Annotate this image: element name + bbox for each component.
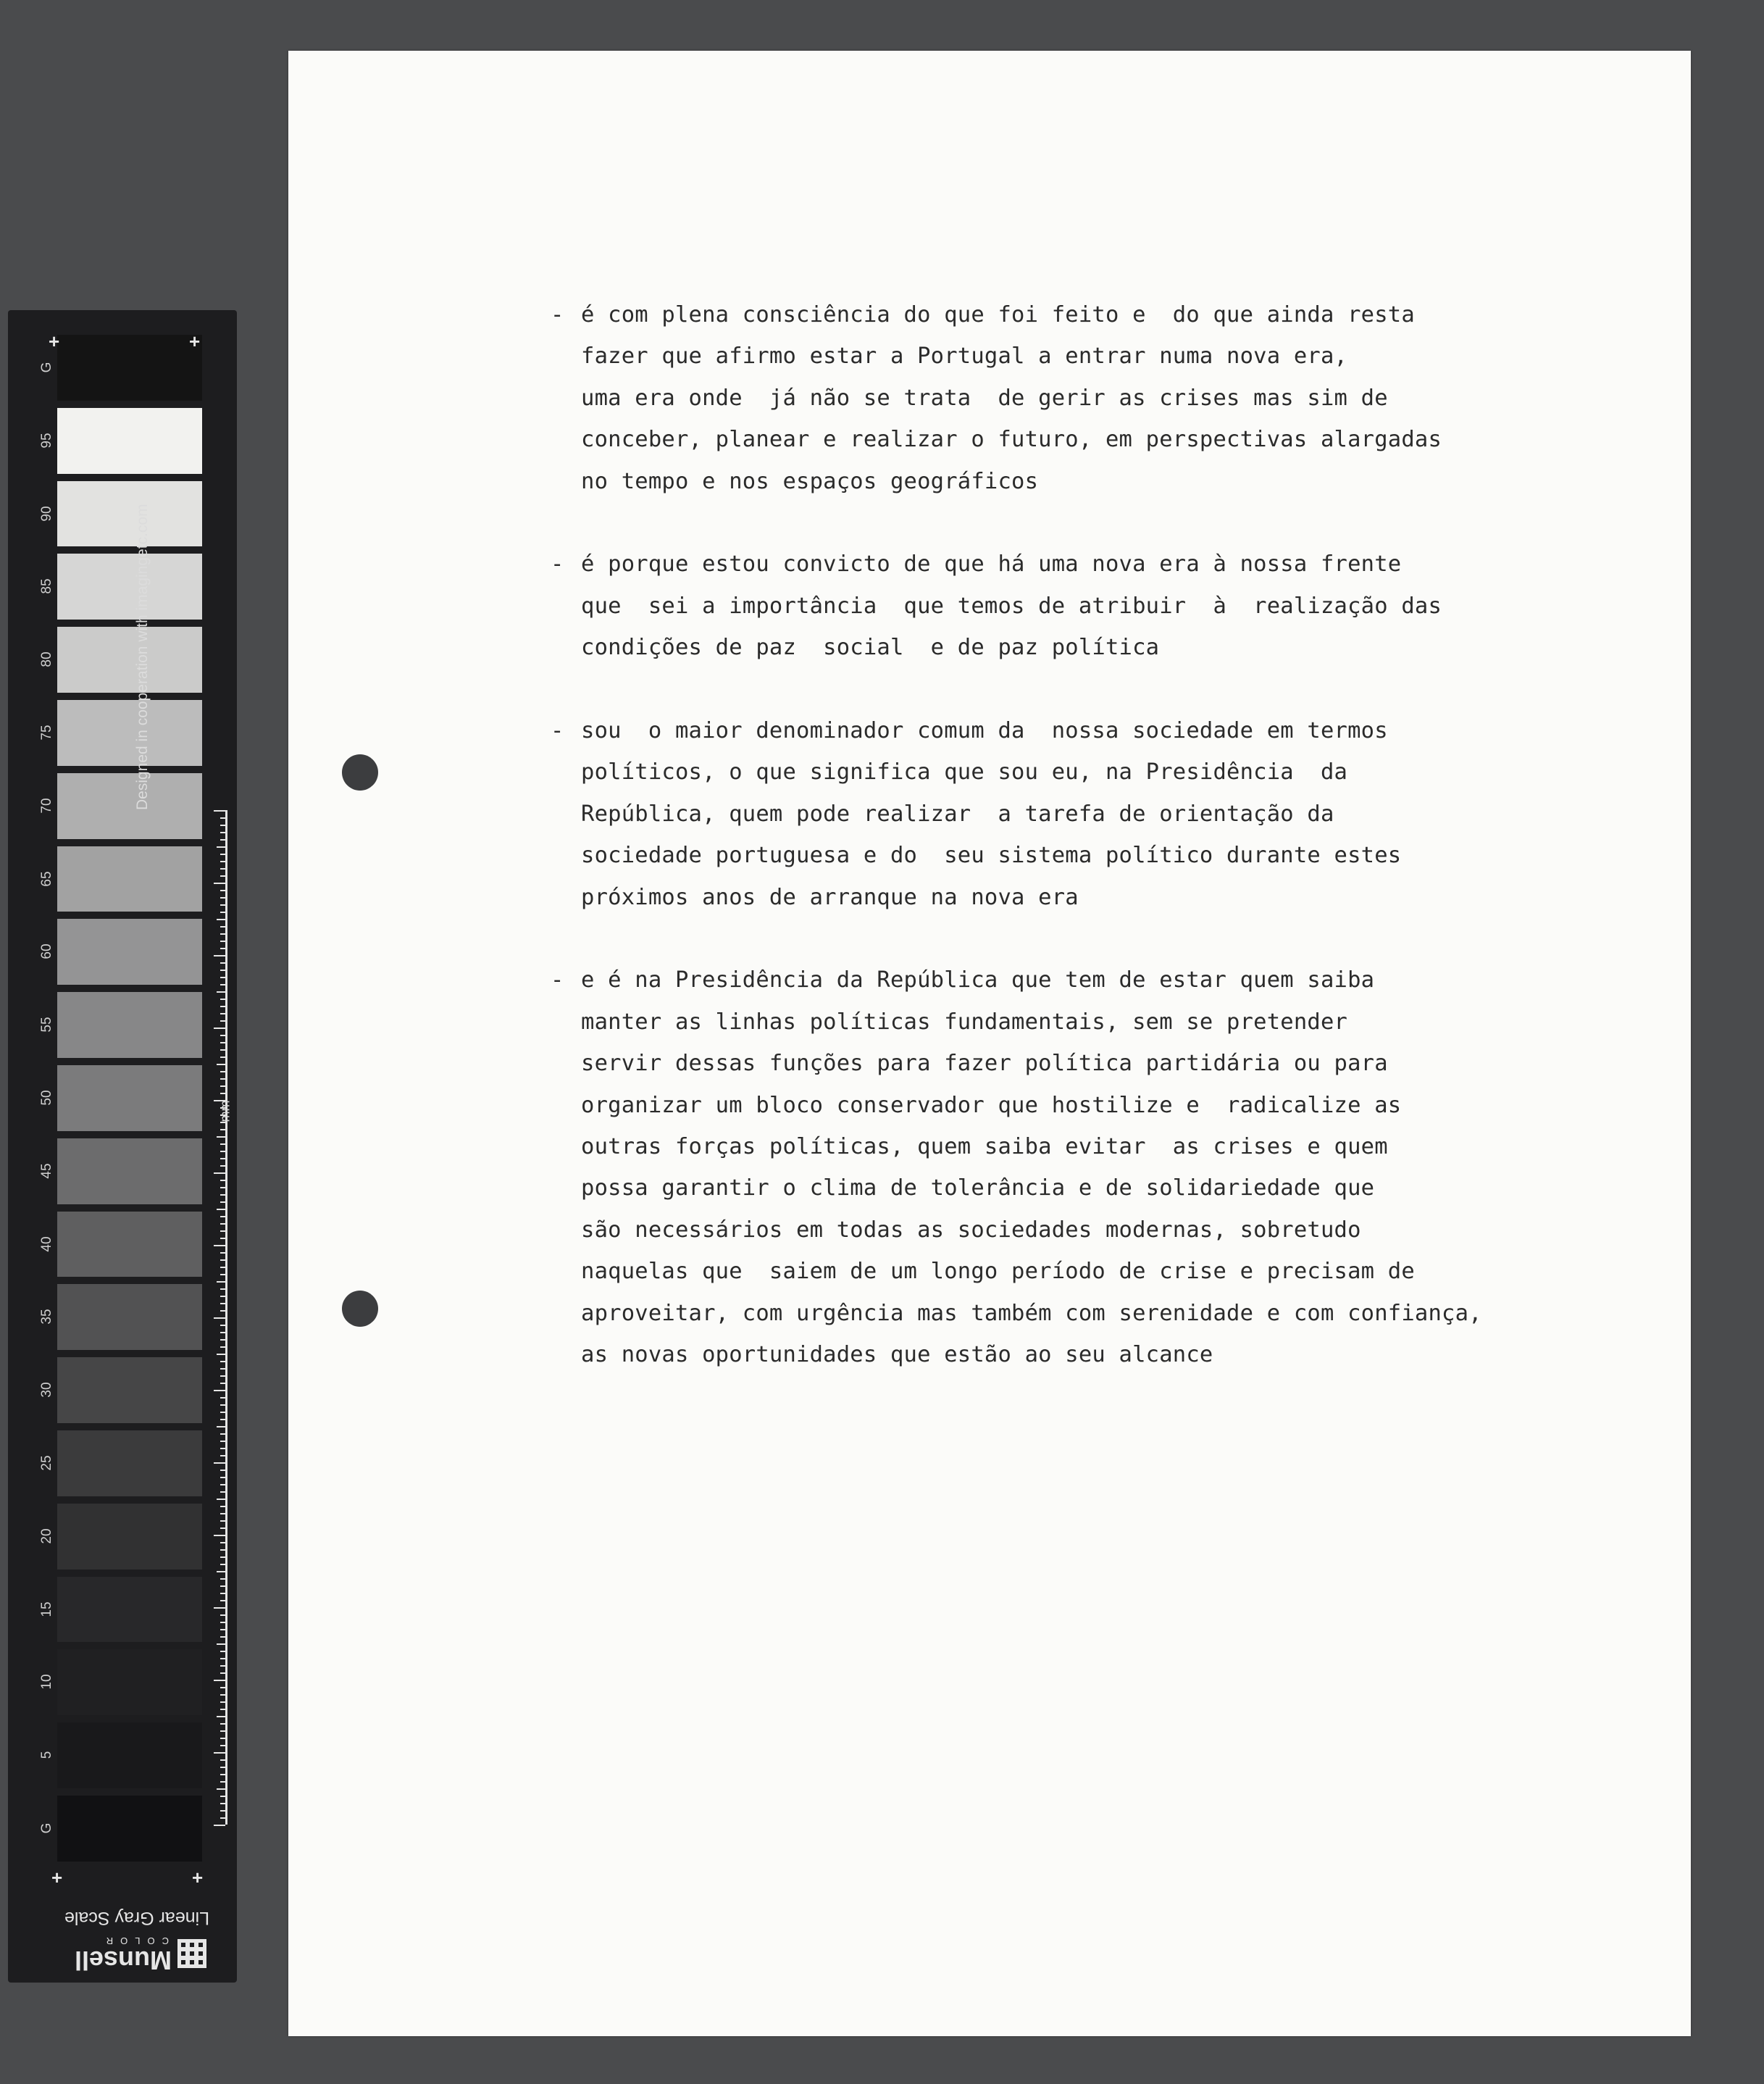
text-line: outras forças políticas, quem saiba evitar as crises e quem (581, 1134, 1388, 1160)
scale-title: Linear Gray Scale (64, 1908, 210, 1928)
text-line: fazer que afirmo estar a Portugal a entrar numa nova era, (581, 343, 1348, 370)
ruler-tick (220, 1332, 225, 1333)
ruler-tick (220, 1810, 225, 1812)
ruler-tick (220, 1049, 225, 1051)
ruler-tick (220, 854, 225, 855)
ruler-tick (220, 1252, 225, 1254)
ruler-tick (220, 977, 225, 978)
gray-patch (57, 1649, 202, 1715)
text-line: condições de paz social e de paz política (581, 635, 1160, 661)
ruler-tick (220, 1709, 225, 1710)
ruler-tick (220, 1629, 225, 1630)
ruler-tick (214, 1607, 225, 1609)
ruler-tick (220, 1267, 225, 1268)
text-line: no tempo e nos espaços geográficos (581, 468, 1039, 494)
ruler-tick (220, 1455, 225, 1456)
ruler-tick (214, 1390, 225, 1391)
ruler-tick (220, 1035, 225, 1036)
gray-patch (57, 408, 202, 474)
patch-number: G (39, 362, 54, 373)
ruler-tick (220, 1564, 225, 1565)
bullet-dash: - (551, 718, 564, 744)
ruler-tick (217, 919, 225, 920)
text-line: sociedade portuguesa e do seu sistema político durante estes (581, 843, 1402, 869)
ruler-tick (220, 1738, 225, 1739)
ruler-tick (220, 817, 225, 819)
ruler-tick (217, 1209, 225, 1210)
ruler-tick (220, 912, 225, 913)
ruler-tick (220, 948, 225, 949)
ruler-tick (220, 984, 225, 985)
typed-text-body (551, 294, 1652, 1417)
ruler-tick (220, 1151, 225, 1152)
gray-patch (57, 773, 202, 839)
gray-patch (57, 554, 202, 620)
patch-number: 75 (39, 725, 54, 741)
ruler-tick (220, 1723, 225, 1725)
ruler-tick (220, 890, 225, 891)
plus-mark-top-left: + (49, 330, 60, 352)
gray-patch (57, 1722, 202, 1788)
ruler-tick (217, 991, 225, 993)
ruler-tick (214, 1680, 225, 1681)
ruler-tick (217, 846, 225, 848)
text-line: manter as linhas políticas fundamentais, sem se pretender (581, 1009, 1348, 1035)
text-line: e é na Presidência da República que tem de estar quem saiba (581, 967, 1375, 993)
ruler-tick (220, 1129, 225, 1130)
ruler-tick (220, 941, 225, 942)
ruler-tick (220, 1520, 225, 1522)
ruler-tick (220, 1230, 225, 1232)
designed-credit-text: Designed in cooperation with imagingetc.com (134, 504, 151, 810)
patch-number: 25 (39, 1455, 54, 1471)
text-line: que sei a importância que temos de atribuir à realização das (581, 593, 1442, 619)
ruler-tick (217, 1281, 225, 1283)
gray-patch (57, 700, 202, 766)
ruler-tick (220, 1542, 225, 1543)
gray-patch (57, 1284, 202, 1350)
ruler-tick (214, 955, 225, 956)
paragraph (551, 710, 1652, 918)
text-line: é porque estou convicto de que há uma nova era à nossa frente (581, 551, 1402, 578)
ruler-tick (220, 1013, 225, 1014)
ruler-tick (214, 1825, 225, 1826)
ruler-tick (220, 1622, 225, 1623)
logo-subword: COLOR (99, 1935, 169, 1946)
punch-hole-top (342, 754, 378, 791)
ruler-tick (220, 1238, 225, 1239)
ruler-tick (220, 962, 225, 964)
text-line: aproveitar, com urgência mas também com serenidade e com confiança, (581, 1300, 1482, 1326)
ruler-tick (220, 1651, 225, 1652)
ruler-tick (214, 810, 225, 812)
ruler-tick (220, 1368, 225, 1370)
patch-number: 90 (39, 506, 54, 522)
ruler-tick (220, 1288, 225, 1290)
text-line: possa garantir o clima de tolerância e de solidariedade que (581, 1175, 1375, 1201)
ruler-tick (220, 1796, 225, 1797)
patch-number: 15 (39, 1601, 54, 1617)
ruler-tick (220, 1803, 225, 1804)
patch-number: 80 (39, 651, 54, 667)
ruler-tick (217, 1788, 225, 1790)
ruler-tick (220, 1006, 225, 1007)
ruler-tick (220, 1404, 225, 1406)
ruler-tick (220, 1085, 225, 1087)
ruler-tick (220, 1216, 225, 1217)
ruler-tick (220, 1448, 225, 1449)
ruler-tick (220, 1433, 225, 1435)
ruler-tick (220, 897, 225, 899)
paragraph (551, 543, 1652, 668)
gray-patch (57, 481, 202, 547)
gray-patch (57, 992, 202, 1058)
ruler-tick (220, 1774, 225, 1775)
ruler-tick (220, 1180, 225, 1181)
ruler-tick (220, 1071, 225, 1072)
gray-patch (57, 1796, 202, 1862)
text-line: próximos anos de arranque na nova era (581, 884, 1079, 910)
ruler-tick (220, 875, 225, 877)
gray-patch (57, 627, 202, 693)
gray-patch (57, 1430, 202, 1496)
ruler-tick (220, 1201, 225, 1203)
patch-number: 60 (39, 943, 54, 959)
ruler-tick (220, 1339, 225, 1341)
ruler-tick (220, 839, 225, 841)
ruler-tick (217, 1136, 225, 1138)
gray-patch (57, 919, 202, 985)
ruler-tick (220, 1477, 225, 1478)
ruler-tick (220, 970, 225, 971)
ruler-tick (217, 1064, 225, 1065)
patch-number: G (39, 1822, 54, 1834)
text-line: sou o maior denominador comum da nossa sociedade em termos (581, 718, 1388, 744)
bullet-dash: - (551, 967, 564, 993)
munsell-logo (69, 1933, 206, 1974)
logo-word: Munsell (74, 1946, 172, 1975)
patch-number: 20 (39, 1528, 54, 1544)
ruler-tick (220, 868, 225, 870)
gray-scale-card (8, 310, 237, 1983)
ruler-tick (217, 1716, 225, 1717)
patch-number: 50 (39, 1090, 54, 1106)
ruler-tick (220, 1259, 225, 1261)
ruler-tick (220, 1513, 225, 1514)
ruler-tick (220, 1165, 225, 1167)
ruler-tick (220, 1158, 225, 1159)
ruler-tick (214, 1172, 225, 1174)
ruler-tick (220, 1672, 225, 1674)
patch-number: 40 (39, 1236, 54, 1252)
plus-mark-bottom-right: + (192, 1867, 204, 1888)
ruler-tick (220, 1578, 225, 1580)
ruler-tick (220, 1767, 225, 1768)
ruler-tick (220, 1745, 225, 1746)
ruler-tick (220, 1325, 225, 1326)
text-line: são necessários em todas as sociedades modernas, sobretudo (581, 1217, 1361, 1243)
ruler-tick (220, 1441, 225, 1442)
ruler-tick (217, 1571, 225, 1572)
text-line: uma era onde já não se trata de gerir as crises mas sim de (581, 385, 1388, 411)
ruler-tick (220, 1658, 225, 1659)
ruler-tick (220, 1056, 225, 1058)
ruler-tick (220, 1817, 225, 1819)
gray-patch (57, 846, 202, 912)
ruler-tick (220, 933, 225, 935)
ruler-tick (220, 1556, 225, 1558)
ruler-tick (214, 1752, 225, 1754)
ruler-tick (220, 1383, 225, 1384)
ruler-tick (220, 1093, 225, 1094)
ruler-tick (220, 1470, 225, 1471)
ruler-unit-label: mm (217, 1100, 233, 1122)
ruler-tick (220, 1397, 225, 1399)
ruler-tick (217, 1499, 225, 1500)
ruler-tick (220, 1078, 225, 1080)
ruler-tick (220, 1484, 225, 1485)
patch-number: 5 (39, 1751, 54, 1759)
ruler-tick (220, 1187, 225, 1188)
ruler-tick (220, 1042, 225, 1043)
ruler-tick (220, 1375, 225, 1377)
bullet-dash: - (551, 302, 564, 328)
text-line: naquelas que saiem de um longo período de crise e precisam de (581, 1259, 1415, 1285)
text-line: políticos, o que significa que sou eu, na Presidência da (581, 759, 1348, 785)
ruler-tick (214, 1317, 225, 1319)
ruler-tick (220, 1310, 225, 1312)
ruler-tick (220, 1143, 225, 1145)
ruler-tick (217, 1354, 225, 1355)
paper-sheet (288, 51, 1691, 2036)
ruler-tick (220, 1600, 225, 1601)
ruler-tick (220, 861, 225, 862)
text-line: organizar um bloco conservador que hostilize e radicalize as (581, 1092, 1402, 1118)
ruler-tick (220, 1361, 225, 1362)
ruler-tick (220, 1701, 225, 1703)
text-line: é com plena consciência do que foi feito e do que ainda resta (581, 302, 1415, 328)
punch-hole-bottom (342, 1291, 378, 1327)
patch-number: 55 (39, 1017, 54, 1033)
ruler-tick (214, 883, 225, 884)
ruler-tick (214, 1028, 225, 1029)
ruler-tick (217, 1643, 225, 1645)
ruler-tick (220, 904, 225, 906)
bullet-dash: - (551, 551, 564, 578)
ruler-tick (220, 1412, 225, 1413)
ruler-tick (220, 1636, 225, 1638)
ruler-tick (220, 1274, 225, 1275)
ruler-tick (220, 926, 225, 928)
ruler-tick (220, 1296, 225, 1297)
patch-number: 70 (39, 798, 54, 814)
gray-patch (57, 1357, 202, 1423)
ruler-tick (220, 1694, 225, 1696)
patch-number: 35 (39, 1309, 54, 1325)
ruler-tick (220, 1303, 225, 1304)
ruler-tick (220, 825, 225, 826)
gray-patch (57, 1065, 202, 1131)
patch-number: 65 (39, 871, 54, 887)
mm-ruler (214, 810, 227, 1825)
ruler-tick (220, 1223, 225, 1225)
text-line: conceber, planear e realizar o futuro, em perspectivas alargadas (581, 427, 1442, 453)
patch-number: 10 (39, 1674, 54, 1690)
ruler-tick (220, 1665, 225, 1667)
ruler-tick (220, 1020, 225, 1022)
paragraph (551, 294, 1652, 502)
ruler-tick (220, 999, 225, 1000)
ruler-tick (220, 1759, 225, 1761)
text-line: as novas oportunidades que estão ao seu alcance (581, 1342, 1213, 1368)
plus-mark-bottom-left: + (51, 1867, 63, 1888)
ruler-tick (220, 1194, 225, 1196)
ruler-tick (220, 1593, 225, 1594)
text-line: servir dessas funções para fazer política partidária ou para (581, 1051, 1388, 1077)
ruler-tick (214, 1245, 225, 1246)
ruler-tick (220, 1527, 225, 1529)
ruler-tick (220, 1730, 225, 1732)
ruler-tick (220, 1549, 225, 1551)
patch-number: 30 (39, 1382, 54, 1398)
patch-number: 95 (39, 433, 54, 449)
gray-patch (57, 1138, 202, 1204)
gray-patch (57, 1577, 202, 1643)
ruler-tick (214, 1535, 225, 1536)
ruler-tick (220, 1614, 225, 1616)
ruler-tick (217, 1426, 225, 1427)
ruler-tick (220, 1585, 225, 1587)
ruler-tick (220, 1419, 225, 1420)
ruler-tick (220, 1491, 225, 1493)
text-line: República, quem pode realizar a tarefa de orientação da (581, 801, 1334, 827)
patch-number: 45 (39, 1163, 54, 1179)
ruler-tick (214, 1462, 225, 1464)
munsell-grid-icon (177, 1939, 206, 1968)
ruler-tick (220, 832, 225, 833)
ruler-tick (220, 1687, 225, 1688)
gray-patch (57, 335, 202, 401)
plus-mark-top-right: + (189, 330, 201, 352)
ruler-tick (220, 1506, 225, 1507)
ruler-tick (220, 1781, 225, 1783)
gray-patch (57, 1504, 202, 1570)
gray-patch (57, 1212, 202, 1278)
patch-number: 85 (39, 578, 54, 594)
ruler-tick (220, 1346, 225, 1348)
paragraph (551, 959, 1652, 1375)
